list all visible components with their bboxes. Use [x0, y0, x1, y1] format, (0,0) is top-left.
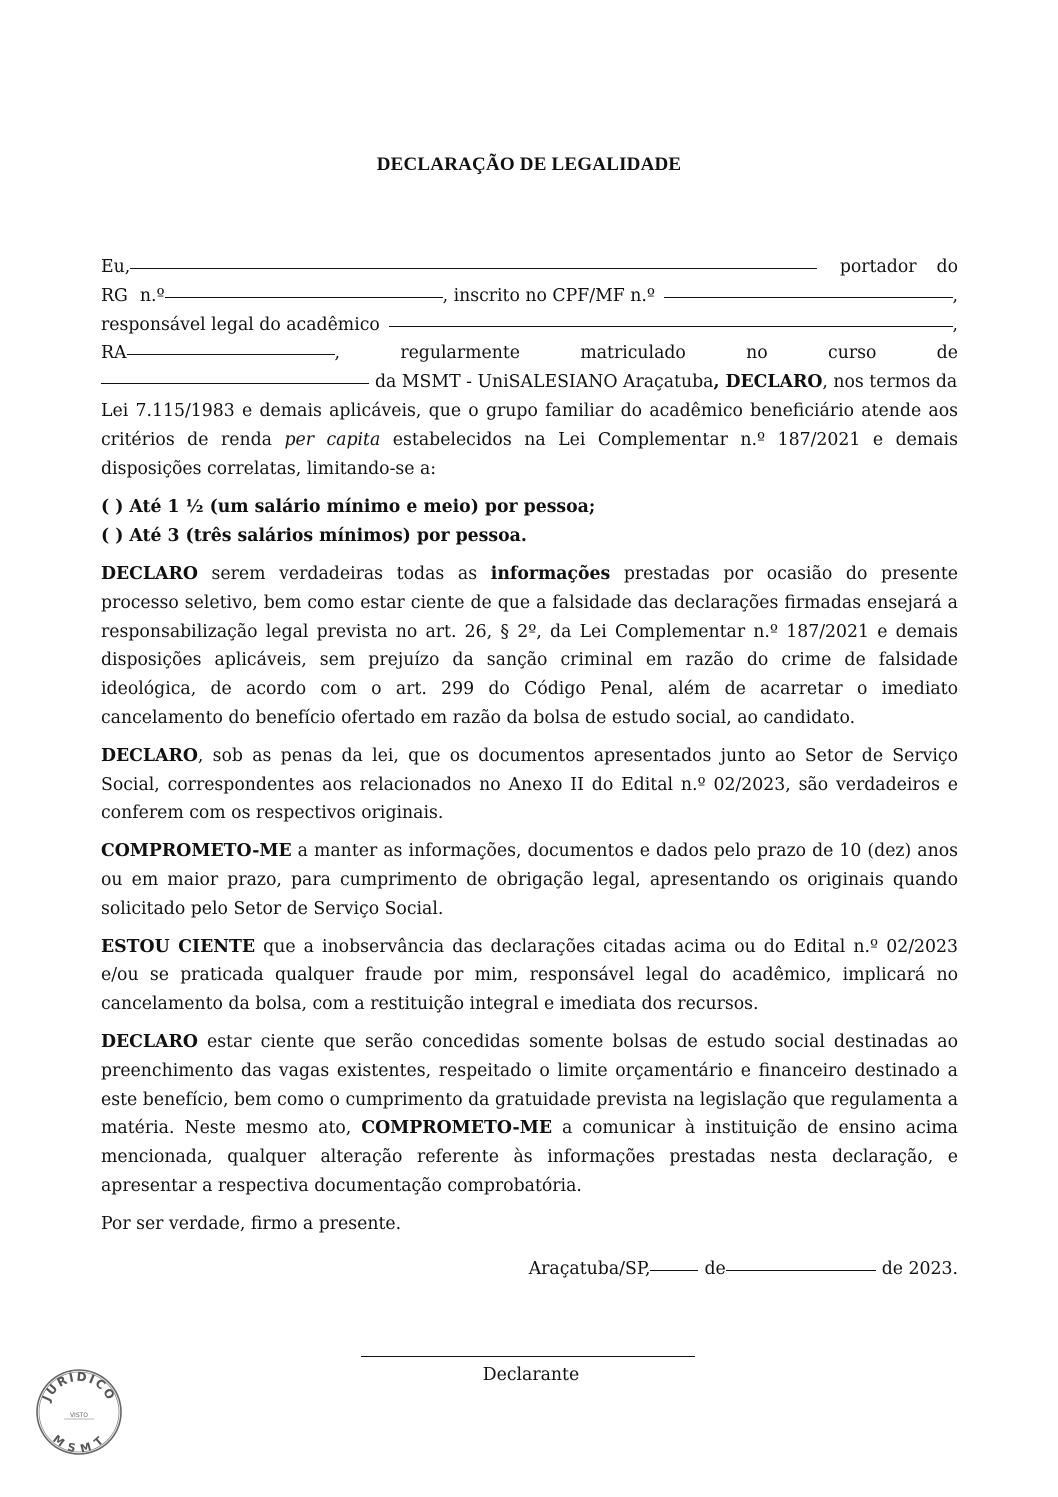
portador-label: portador	[839, 257, 917, 277]
truthfulness-paragraph	[101, 560, 958, 733]
student-comma: ,	[952, 314, 958, 335]
cpf-label: , inscrito no CPF/MF n.º	[442, 285, 656, 306]
ra-comma: ,	[334, 343, 340, 364]
option-three[interactable]: ( ) Até 3 (três salários mínimos) por pessoa.	[101, 526, 527, 547]
do-label: do	[936, 257, 958, 277]
de-label: de	[936, 343, 958, 364]
ra-blank[interactable]	[127, 353, 335, 355]
awareness-text: que a inobservância das declarações citadas acima ou do Edital n.º 02/2023 e/ou se praticada qualquer fraude por mim, responsável legal do acadêmico, implicará no cancelamento da bolsa, com a restituição integral e imediata dos recursos.	[101, 936, 958, 1015]
declaro-bold: DECLARO	[101, 1031, 198, 1052]
rg-no-label: n.º	[139, 285, 165, 306]
comprometo-bold: COMPROMETO-ME	[361, 1118, 552, 1139]
income-options	[101, 493, 958, 551]
eu-label: Eu,	[101, 257, 131, 277]
option-one-and-half[interactable]: ( ) Até 1 ½ (um salário mínimo e meio) por pessoa;	[101, 497, 596, 518]
scholarship-text-b: a comunicar à instituição de ensino acima mencionada, qualquer alteração referente às informações prestadas nesta declaração, e apresentar a respectiva documentação comprobatória.	[101, 1118, 958, 1196]
regularmente-label: regularmente	[400, 343, 520, 364]
truth-text-a: serem verdadeiras todas as	[197, 563, 491, 584]
matriculado-label: matriculado	[580, 343, 686, 364]
comprometo-bold: COMPROMETO-ME	[101, 841, 292, 862]
stamp-top-text: JURÍDICO	[39, 1369, 119, 1404]
cpf-blank[interactable]	[664, 296, 952, 298]
income-text-a: Lei 7.115/1983 e demais aplicáveis, que o grupo familiar do acadêmico beneficiário atende aos critérios de renda	[101, 400, 958, 450]
name-blank[interactable]	[130, 267, 817, 269]
curso-label: curso	[828, 343, 877, 364]
no-label: no	[746, 343, 768, 364]
signature-line[interactable]	[361, 1356, 695, 1357]
ciente-bold: ESTOU CIENTE	[101, 936, 256, 957]
ra-label: RA	[101, 343, 127, 364]
de-label-1: de	[704, 1259, 726, 1279]
income-text-b: estabelecidos na Lei Complementar n.º 187/2021 e demais disposições correlatas, limitando-se a:	[101, 429, 958, 479]
per-capita-text: per capita	[284, 429, 381, 450]
student-line	[101, 311, 958, 340]
documents-paragraph	[101, 742, 958, 828]
nos-termos-text: , nos termos da	[822, 372, 958, 393]
scholarship-text-a: estar ciente que serão concedidas somente bolsas de estudo social destinadas ao preenchimento das vagas existentes, respeitado o limite orçamentário e financeiro destinado a este benefício, bem como o cumprimento da gratuidade prevista na legislação que regulamenta a matéria. Neste mesmo ato,	[101, 1031, 958, 1139]
responsavel-label: responsável legal do acadêmico	[101, 314, 380, 335]
svg-text:JURÍDICO	[39, 1369, 119, 1404]
year-label: de 2023.	[881, 1259, 958, 1279]
student-name-blank[interactable]	[389, 325, 953, 327]
income-criteria-paragraph	[101, 397, 958, 483]
rg-blank[interactable]	[165, 296, 443, 298]
commitment-text: a manter as informações, documentos e dados pelo prazo de 10 (dez) anos ou em maior prazo, para cumprimento de obrigação legal, apresentando os originais quando solicitado pelo Setor de Serviço Social.	[101, 841, 958, 919]
stamp-middle-text: VISTO	[69, 1412, 89, 1419]
informacoes-bold: informações	[490, 563, 611, 584]
rg-cpf-line	[101, 282, 958, 311]
scholarship-paragraph	[101, 1028, 958, 1201]
day-blank[interactable]	[650, 1269, 698, 1271]
city-label: Araçatuba/SP,	[528, 1259, 651, 1279]
month-blank[interactable]	[726, 1269, 876, 1271]
institution-text: da MSMT - UniSALESIANO Araçatuba	[375, 372, 714, 393]
stamp-bottom-text: MSMT	[50, 1432, 109, 1456]
ra-course-line	[101, 339, 958, 368]
closing-paragraph: Por ser verdade, firmo a presente.	[101, 1213, 402, 1234]
declaro-bold: DECLARO	[101, 745, 198, 766]
course-line	[101, 368, 958, 397]
declaro-bold: DECLARO	[101, 563, 198, 584]
rg-label: RG	[101, 285, 128, 306]
documents-text: , sob as penas da lei, que os documentos apresentados junto ao Setor de Serviço Social, correspondentes aos relacionados no Anexo II do Edital n.º 02/2023, são verdadeiros e conferem com os respectivos originais.	[101, 745, 958, 824]
declaro-inline: , DECLARO	[713, 372, 823, 393]
truth-text-b: prestadas por ocasião do presente processo seletivo, bem como estar ciente de que a falsidade das declarações firmadas ensejará a responsabilização legal prevista no art. 26, § 2º, da Lei Complementar n.º 187/2021 e demais disposições aplicáveis, sem prejuízo da sanção criminal em razão do crime de falsidade ideológica, de acordo com o art. 299 do Código Penal, além de acarretar o imediato cancelamento do benefício ofertado em razão da bolsa de estudo social, ao candidato.	[101, 563, 958, 728]
cpf-comma: ,	[952, 285, 958, 306]
course-blank[interactable]	[101, 382, 369, 384]
juridico-stamp-icon	[34, 1367, 124, 1457]
signature-label: Declarante	[482, 1365, 580, 1385]
awareness-paragraph	[101, 933, 958, 1019]
declarant-name-line	[101, 253, 958, 282]
place-date-line	[529, 1259, 958, 1279]
document-title: DECLARAÇÃO DE LEGALIDADE	[376, 154, 682, 175]
document-body	[101, 253, 958, 1239]
commitment-paragraph	[101, 837, 958, 923]
